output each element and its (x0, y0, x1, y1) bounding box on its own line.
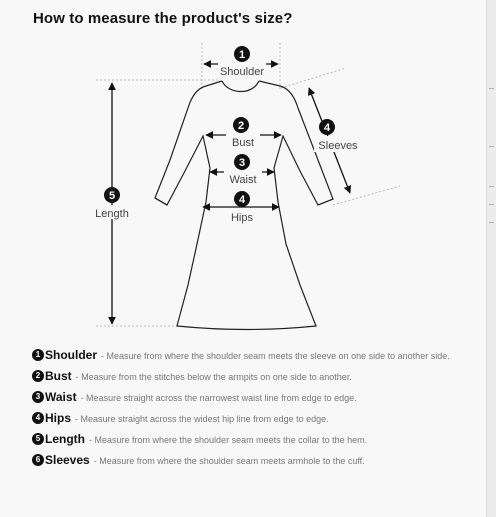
number-badge-icon: 5 (32, 433, 44, 445)
svg-text:5: 5 (108, 190, 116, 202)
legend-item-shoulder (32, 348, 472, 363)
scroll-tick (489, 222, 494, 223)
scroll-tick (489, 186, 494, 187)
legend-item-description: - Measure from where the shoulder seam meets armhole to the cuff. (93, 456, 365, 466)
legend-item-sleeves (32, 453, 472, 468)
svg-text:4: 4 (323, 122, 331, 134)
legend-item-name: Bust (45, 369, 72, 383)
sleeves-label: Sleeves (318, 140, 358, 152)
legend-item-description: - Measure from the stitches below the armpits on one side to another. (75, 372, 352, 382)
legend-item-name: Waist (45, 390, 77, 404)
legend-item-description: - Measure straight across the narrowest waist line from edge to edge. (80, 393, 357, 403)
legend-item-name: Hips (45, 411, 72, 425)
bust-label: Bust (231, 137, 255, 149)
legend-item-description: - Measure from where the shoulder seam meets the collar to the hem. (89, 435, 368, 445)
scroll-tick (489, 204, 494, 205)
svg-text:3: 3 (238, 157, 246, 169)
scroll-tick (489, 146, 494, 147)
right-cuff (318, 199, 333, 205)
scroll-tick (489, 88, 494, 89)
hips-label: Hips (230, 212, 254, 224)
number-badge-icon: 3 (32, 391, 44, 403)
scrollbar-track[interactable] (487, 0, 496, 517)
legend-item-bust (32, 369, 472, 384)
svg-text:2: 2 (237, 120, 245, 132)
left-cuff (155, 198, 167, 205)
number-badge-icon: 2 (32, 370, 44, 382)
legend-item-description: - Measure from where the shoulder seam meets the sleeve on one side to another side. (101, 351, 450, 361)
legend-item-hips (32, 411, 472, 426)
svg-text:1: 1 (238, 49, 246, 61)
legend-item-name: Length (45, 432, 85, 446)
badge-sleeves (319, 119, 335, 135)
number-badge-icon: 6 (32, 454, 44, 466)
neckline (222, 81, 259, 92)
length-label: Length (95, 208, 129, 220)
number-badge-icon: 4 (32, 412, 44, 424)
page-title: How to measure the product's size? (33, 10, 293, 27)
measurement-legend (32, 348, 472, 474)
badge-bust (233, 117, 249, 133)
legend-item-length (32, 432, 472, 447)
legend-item-name: Shoulder (45, 348, 98, 362)
badge-shoulder (234, 46, 250, 62)
legend-item-name: Sleeves (45, 453, 90, 467)
guide-sleeve-top (281, 68, 346, 88)
badge-hips (234, 191, 250, 207)
badge-length (104, 187, 120, 203)
svg-text:4: 4 (238, 194, 246, 206)
guide-sleeve-bottom (333, 186, 400, 205)
legend-item-waist (32, 390, 472, 405)
number-badge-icon: 1 (32, 349, 44, 361)
shoulder-label: Shoulder (219, 66, 265, 78)
legend-item-description: - Measure straight across the widest hip line from edge to edge. (75, 414, 329, 424)
badge-waist (234, 154, 250, 170)
waist-label: Waist (229, 174, 257, 186)
